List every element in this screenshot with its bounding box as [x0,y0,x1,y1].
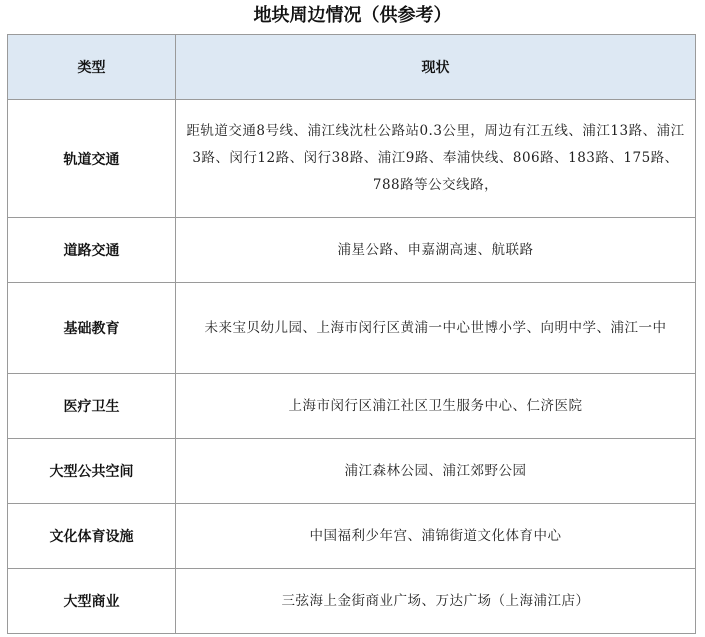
row-type-basic-education: 基础教育 [8,283,176,374]
row-type-commerce: 大型商业 [8,569,176,634]
row-status-road-transport: 浦星公路、申嘉湖高速、航联路 [176,218,696,283]
header-status: 现状 [176,35,696,100]
row-status-public-space: 浦江森林公园、浦江郊野公园 [176,439,696,504]
table-row [8,283,696,374]
row-status-basic-education: 未来宝贝幼儿园、上海市闵行区黄浦一中心世博小学、向明中学、浦江一中 [176,283,696,374]
header-type: 类型 [8,35,176,100]
table-row [8,504,696,569]
row-type-culture-sports: 文化体育设施 [8,504,176,569]
table-row [8,439,696,504]
row-type-road-transport: 道路交通 [8,218,176,283]
table-row [8,374,696,439]
row-status-healthcare: 上海市闵行区浦江社区卫生服务中心、仁济医院 [176,374,696,439]
row-status-rail-transit: 距轨道交通8号线、浦江线沈杜公路站0.3公里，周边有江五线、浦江13路、浦江3路、闵行12路、闵行38路、浦江9路、奉浦快线、806路、183路、175路、788路等公交线路， [176,100,696,218]
table-row [8,100,696,218]
surroundings-table [7,34,696,634]
row-type-rail-transit: 轨道交通 [8,100,176,218]
table-header-row [8,35,696,100]
table-row [8,218,696,283]
page-title: 地块周边情况（供参考） [253,5,452,26]
row-status-commerce: 三弦海上金街商业广场、万达广场（上海浦江店） [176,569,696,634]
row-type-public-space: 大型公共空间 [8,439,176,504]
row-type-healthcare: 医疗卫生 [8,374,176,439]
row-status-culture-sports: 中国福利少年宫、浦锦街道文化体育中心 [176,504,696,569]
table-row [8,569,696,634]
